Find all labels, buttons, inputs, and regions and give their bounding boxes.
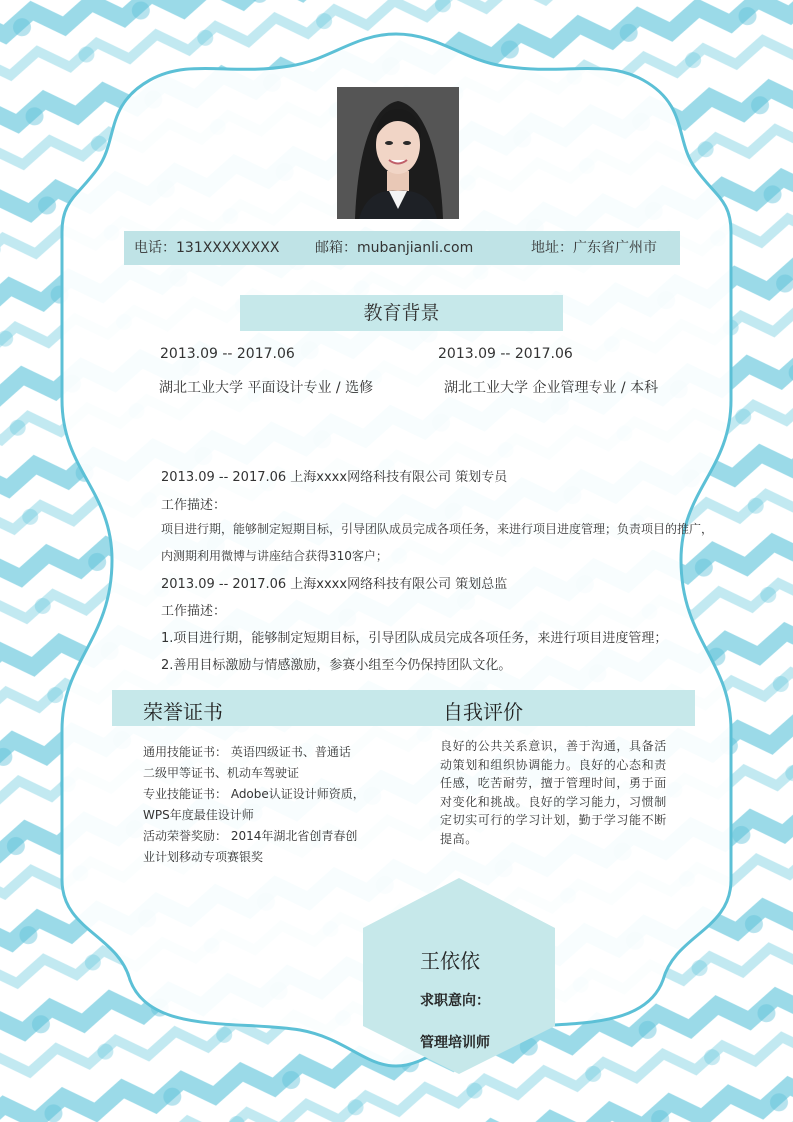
- education-title: 教育背景: [240, 295, 563, 331]
- honors-title: 荣誉证书: [143, 700, 223, 724]
- profile-photo: [337, 87, 459, 219]
- contact-bar: [124, 231, 680, 265]
- job-intent-value: 管理培训师: [420, 1035, 490, 1051]
- work-line-1-1: 项目进行期，能够制定短期目标，引导团队成员完成各项任务，来进行项目进度管理；负责项目的推广，: [161, 522, 714, 536]
- self-eval-title: 自我评价: [443, 700, 523, 724]
- honors-line: 活动荣誉奖励： 2014年湖北省创青春创: [143, 829, 358, 843]
- work-desc-label-2: 工作描述：: [161, 604, 227, 619]
- education-detail-2: 湖北工业大学 企业管理专业 / 本科: [444, 380, 659, 396]
- education-period-1: 2013.09 -- 2017.06: [160, 346, 295, 362]
- email-text: 邮箱：mubanjianli.com: [315, 240, 474, 256]
- self-eval-line: 定切实可行的学习计划，勤于学习能不断: [440, 813, 667, 827]
- honors-line: 业计划移动专项赛银奖: [143, 850, 264, 864]
- self-eval-line: 提高。: [440, 831, 478, 846]
- self-eval-line: 良好的公共关系意识，善于沟通，具备活: [440, 739, 667, 753]
- work-line-2-2: 2.善用目标激励与情感激励，参赛小组至今仍保持团队文化。: [161, 658, 512, 673]
- honors-line: WPS年度最佳设计师: [143, 808, 254, 822]
- work-header-1: 2013.09 -- 2017.06 上海xxxx网络科技有限公司 策划专员: [161, 470, 508, 485]
- work-header-2: 2013.09 -- 2017.06 上海xxxx网络科技有限公司 策划总监: [161, 577, 508, 592]
- education-detail-1: 湖北工业大学 平面设计专业 / 选修: [159, 380, 374, 396]
- honors-text: [143, 742, 403, 868]
- honors-line: 二级甲等证书、机动车驾驶证: [143, 766, 300, 780]
- portrait-image: [337, 87, 459, 219]
- self-eval-line: 任感，吃苦耐劳，擅于管理时间，勇于面: [440, 776, 667, 790]
- work-line-2-1: 1.项目进行期，能够制定短期目标，引导团队成员完成各项任务，来进行项目进度管理；: [161, 631, 668, 646]
- education-period-2: 2013.09 -- 2017.06: [438, 346, 573, 362]
- self-eval-text: [440, 737, 710, 848]
- honors-line: 通用技能证书： 英语四级证书、普通话: [143, 745, 351, 759]
- work-desc-label-1: 工作描述：: [161, 498, 227, 513]
- work-line-1-2: 内测期利用微博与讲座结合获得310客户；: [161, 549, 388, 563]
- phone-text: 电话：131XXXXXXXX: [134, 240, 280, 256]
- profile-name: 王依依: [420, 949, 480, 973]
- address-text: 地址：广东省广州市: [531, 240, 657, 256]
- honors-line: 专业技能证书： Adobe认证设计师资质，: [143, 787, 365, 801]
- self-eval-line: 对变化和挑战。良好的学习能力，习惯制: [440, 794, 667, 809]
- self-eval-line: 动策划和组织协调能力。良好的心态和责: [440, 757, 667, 772]
- job-intent-label: 求职意向：: [420, 993, 490, 1009]
